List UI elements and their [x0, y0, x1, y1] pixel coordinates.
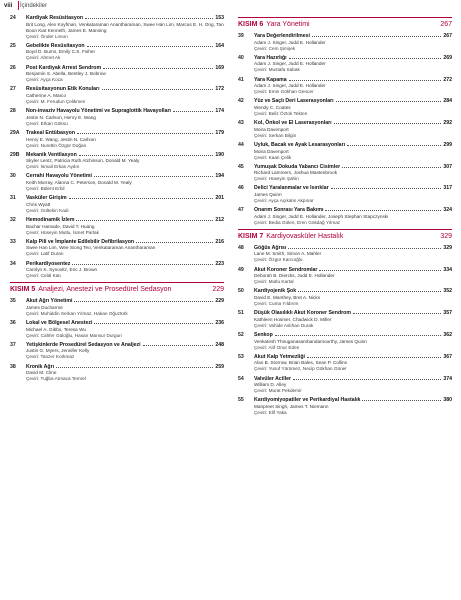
toc-entry-line — [238, 244, 452, 252]
chapter-authors: William D. Alley — [254, 382, 287, 388]
page-header — [0, 0, 461, 12]
dot-leader — [72, 260, 213, 265]
dot-leader — [362, 396, 441, 401]
dot-leader — [288, 244, 441, 249]
dot-leader — [87, 42, 214, 47]
running-header-title: İçindekiler — [20, 3, 48, 9]
chapter-page: 284 — [443, 98, 452, 105]
chapter-page: 223 — [215, 260, 224, 267]
chapter-translator: Çeviri: Tuğba Atmaca Temrel — [26, 376, 86, 382]
chapter-translator: Çeviri: Hüseyin Mutlu, İsmet Parlak — [26, 229, 99, 235]
chapter-authors: Adam J. Singer, Judd E. Hollander — [254, 83, 326, 89]
chapter-page: 190 — [215, 151, 224, 158]
chapter-translator: Çeviri: Cahfer Güloğlu, Hasan Mansur Durgun — [26, 332, 122, 338]
chapter-translator: Çeviri: Yusuf Yürümez, Necip Gökhan Güner — [254, 366, 347, 372]
chapter-number: 54 — [238, 375, 244, 382]
chapter-number: 44 — [238, 141, 244, 148]
toc-entry-line — [238, 309, 452, 317]
dot-leader — [289, 76, 442, 81]
toc-entry[interactable] — [10, 129, 224, 149]
chapter-title: Senkop — [254, 331, 273, 338]
dot-leader — [312, 32, 441, 37]
chapter-title: Yetişkinlerde Prosedürel Sedasyon ve Analjezi — [26, 341, 141, 348]
chapter-number: 38 — [10, 363, 16, 370]
chapter-number: 39 — [238, 33, 244, 39]
toc-entry-line — [10, 172, 224, 180]
chapter-title: Akut Ağrı Yönetimi — [26, 298, 73, 305]
chapter-page: 272 — [443, 76, 452, 83]
dot-leader — [293, 375, 441, 380]
chapter-page: 352 — [443, 288, 452, 295]
chapter-title: Non-invaziv Havayolu Yönetimi ve Supraglottik Havayolları — [26, 108, 171, 115]
toc-entry[interactable] — [238, 309, 452, 329]
toc-entry[interactable] — [238, 353, 452, 373]
toc-entry-line — [238, 54, 452, 62]
toc-entry-line — [10, 194, 224, 202]
chapter-translator: Çeviri: Kaan Çelik — [254, 154, 292, 160]
chapter-number: 52 — [238, 331, 244, 338]
chapter-title: Yara Hazırlığı — [254, 54, 287, 61]
chapter-page: 269 — [443, 54, 452, 61]
chapter-page: 259 — [215, 363, 224, 370]
chapter-page: 367 — [443, 353, 452, 360]
chapter-number: 26 — [10, 64, 16, 71]
chapter-page: 267 — [443, 33, 452, 39]
chapter-authors: Carolyn K. Synovitz, Eric J. Brown — [26, 267, 98, 273]
dot-leader — [353, 309, 441, 314]
chapter-title: Post Kardiyak Arrest Sendrom — [26, 64, 102, 71]
chapter-title: Yara Değerlendirilmesi — [254, 33, 310, 39]
chapter-translator: Çeviri: Serkan Bilgin — [254, 132, 297, 138]
chapter-authors: Michael A. Gibbs, Teresa Wu — [26, 326, 87, 332]
toc-entry[interactable] — [238, 97, 452, 117]
toc-entry[interactable] — [10, 172, 224, 192]
toc-entry-line — [238, 375, 452, 383]
toc-entry-line — [10, 363, 224, 371]
chapter-authors: David E. Manthey, Bret A. Nicks — [254, 295, 321, 300]
chapter-page: 374 — [443, 375, 452, 382]
part-title: Yara Yönetimi — [266, 21, 310, 28]
chapter-title: Gebelikte Resüsitasyon — [26, 42, 85, 49]
chapter-number: 37 — [10, 341, 16, 348]
chapter-title: Lokal ve Bölgesel Anestezi — [26, 319, 93, 326]
chapter-authors: Deborah B. Diercks, Judd E. Hollander — [254, 273, 335, 279]
chapter-number: 36 — [10, 319, 16, 326]
chapter-translator: Çeviri: Beliz Öztok Tekten — [254, 110, 308, 116]
chapter-authors: Kathleen Hosmer, Chadwick D. Miller — [254, 316, 332, 322]
toc-entry-line — [10, 341, 224, 349]
chapter-translator: Çeviri: Arif Onur Eden — [254, 344, 300, 350]
chapter-title: Delici Yaralanmalar ve Isırıklar — [254, 185, 329, 192]
toc-entry[interactable] — [10, 151, 224, 171]
toc-entry-line — [238, 287, 452, 295]
toc-entry[interactable] — [10, 107, 224, 127]
chapter-page: 292 — [443, 120, 452, 127]
chapter-title: Uyluk, Bacak ve Ayak Lesarasyonları — [254, 141, 346, 148]
toc-entry-line — [238, 141, 452, 149]
chapter-number: 28 — [10, 108, 16, 115]
toc-entry[interactable] — [238, 266, 452, 286]
chapter-number: 33 — [10, 238, 16, 245]
chapter-translator: Çeviri: Cem Şimşek — [254, 45, 296, 51]
chapter-page: 317 — [443, 185, 452, 192]
chapter-translator: Çeviri: Vahide Aslıhan Durak — [254, 322, 314, 328]
chapter-translator: Çeviri: M. Ferudun Çelikmen — [26, 98, 86, 104]
toc-entry[interactable] — [238, 375, 452, 395]
toc-entry[interactable] — [10, 341, 224, 361]
toc-entry[interactable] — [10, 238, 224, 258]
chapter-translator: Çeviri: Celal Katı — [26, 273, 61, 279]
page-number: viii — [4, 3, 13, 9]
part-page: 329 — [440, 232, 452, 240]
chapter-page: 236 — [215, 319, 224, 326]
dot-leader — [336, 97, 442, 102]
part-title: Kardiyovasküler Hastalık — [266, 232, 344, 240]
toc-entry[interactable] — [238, 244, 452, 264]
toc-entry-line — [238, 76, 452, 84]
toc-entry-line — [10, 297, 224, 305]
part-number: KISIM 7 — [238, 232, 264, 240]
chapter-number: 29A — [10, 129, 20, 136]
chapter-number: 43 — [238, 120, 244, 127]
dot-leader — [69, 194, 214, 199]
chapter-translator: Çeviri: Önder Limon — [26, 33, 68, 39]
toc-entry-line — [238, 163, 452, 171]
toc-entry[interactable] — [238, 119, 452, 139]
part-heading — [238, 229, 452, 241]
chapter-number: 50 — [238, 288, 244, 295]
chapter-translator: Çeviri: Ayça Koca — [26, 77, 63, 83]
toc-entry-line — [238, 184, 452, 192]
dot-leader — [307, 353, 441, 358]
chapter-title: Vasküler Girişim — [26, 195, 67, 202]
toc-entry[interactable] — [10, 64, 224, 84]
chapter-page: 334 — [443, 266, 452, 273]
chapter-title: Trakeal Entübasyon — [26, 129, 76, 136]
toc-entry-line — [10, 238, 224, 246]
toc-entry[interactable] — [238, 287, 452, 307]
chapter-number: 46 — [238, 185, 244, 192]
chapter-title: Mekanik Ventilasyon — [26, 151, 77, 158]
part-page: 267 — [440, 21, 452, 28]
chapter-number: 51 — [238, 310, 244, 317]
dot-leader — [319, 266, 441, 271]
chapter-authors: Benjamin S. Abella, Bentley J. Bobrow — [26, 71, 106, 77]
chapter-translator: Çeviri: Ayça Açıkalın Akpınar — [254, 198, 314, 204]
chapter-number: 47 — [238, 207, 244, 214]
chapter-title: Akut Kalp Yetmezliği — [254, 353, 305, 360]
chapter-title: Kronik Ağrı — [26, 363, 55, 370]
chapter-number: 24 — [10, 15, 16, 21]
dot-leader — [342, 163, 441, 168]
toc-entry[interactable] — [238, 331, 452, 351]
chapter-translator: Çeviri: Erkan Göksu — [26, 120, 68, 126]
chapter-page: 172 — [215, 86, 224, 93]
chapter-translator: Çeviri: Murat Pekdemir — [254, 388, 302, 394]
toc-entry-line — [10, 64, 224, 72]
part-heading — [10, 282, 224, 294]
chapter-title: Resüsitasyonun Etik Konuları — [26, 86, 100, 93]
chapter-translator: Çeviri: Ahmet Ak — [26, 55, 61, 61]
chapter-page: 307 — [443, 163, 452, 170]
part-page: 229 — [212, 286, 224, 294]
part-number: KISIM 5 — [10, 286, 36, 294]
chapter-authors: James Quinn — [254, 192, 282, 198]
dot-leader — [334, 119, 442, 124]
chapter-authors: Adam J. Singer, Judd E. Hollander — [254, 39, 326, 45]
toc-entry[interactable] — [238, 206, 452, 226]
dot-leader — [136, 238, 213, 243]
chapter-authors: Moira Davenport — [254, 148, 289, 154]
dot-leader — [85, 14, 213, 19]
dot-leader — [298, 287, 441, 292]
chapter-authors: Adam J. Singer, Judd E. Hollander, Joseph Stephan Stapczynski — [254, 213, 389, 219]
chapter-title: Kardiyomiyopatiler ve Perikardiyal Hastalık — [254, 397, 361, 404]
toc-entry[interactable] — [10, 319, 224, 339]
chapter-translator: Çeviri: Latif Duran — [26, 251, 64, 257]
chapter-number: 34 — [10, 260, 16, 267]
toc-left-column — [10, 14, 224, 384]
dot-leader — [275, 331, 442, 336]
chapter-translator: Çeviri: Gültekin Kadı — [26, 207, 69, 213]
chapter-page: 174 — [215, 108, 224, 115]
chapter-number: 53 — [238, 353, 244, 360]
chapter-number: 49 — [238, 266, 244, 273]
toc-entry-line — [10, 42, 224, 50]
chapter-page: 324 — [443, 207, 452, 214]
part-number: KISIM 6 — [238, 21, 264, 28]
toc-entry-line — [10, 107, 224, 115]
chapter-number: 35 — [10, 298, 16, 305]
toc-entry[interactable] — [238, 184, 452, 204]
chapter-authors: Catherine A. Marco — [26, 92, 67, 98]
dot-leader — [289, 54, 442, 59]
chapter-title: Akut Koroner Sendromlar — [254, 266, 318, 273]
toc-entry[interactable] — [238, 141, 452, 161]
chapter-translator: Çeviri: Elif Yaka — [254, 409, 287, 415]
chapter-translator: Çeviri: Tanzer Korkmaz — [26, 354, 75, 360]
chapter-number: 40 — [238, 54, 244, 61]
chapter-title: Perikardiyosentez — [26, 260, 71, 267]
chapter-title: Yüz ve Saçlı Deri Laserasyonları — [254, 98, 334, 105]
chapter-translator: Çeviri: Hüseyin Şahin — [254, 176, 299, 182]
chapter-number: 55 — [238, 397, 244, 404]
chapter-authors: Boyd D. Burns, Emily C.S. Fisher — [26, 49, 96, 55]
part-heading — [238, 17, 452, 29]
toc-entry[interactable] — [10, 260, 224, 280]
chapter-authors: Skyler Lentz, Patricia Ruth Atchinson, Donald M. Yealy — [26, 158, 140, 164]
chapter-page: 179 — [215, 129, 224, 136]
chapter-number: 27 — [10, 86, 16, 93]
toc-entry-line — [238, 97, 452, 105]
chapter-number: 42 — [238, 98, 244, 105]
chapter-title: Kardiyak Resüsitasyon — [26, 15, 84, 21]
chapter-page: 299 — [443, 141, 452, 148]
chapter-title: Kalp Pili ve İmplante Edilebilir Defibrilasyon — [26, 238, 135, 245]
dot-leader — [102, 85, 214, 90]
chapter-authors: Bachar Hamade, David T. Huang — [26, 223, 95, 229]
dot-leader — [103, 64, 213, 69]
toc-entry[interactable] — [238, 163, 452, 183]
chapter-authors: Richard Lammers, Joshua Mastenbrook — [254, 170, 338, 176]
toc-entry-line — [10, 319, 224, 327]
part-title: Analjezi, Anestezi ve Prosedürel Sedasyon — [38, 286, 172, 294]
chapter-authors: Swee Han Lim, Wee Siong Teo, Venkataraman Anantharaman — [26, 245, 156, 251]
toc-entry-line — [238, 119, 452, 127]
chapter-authors: Moira Davenport — [254, 126, 289, 132]
dot-leader — [74, 297, 213, 302]
dot-leader — [143, 341, 214, 346]
chapter-page: 194 — [215, 173, 224, 180]
dot-leader — [331, 184, 442, 189]
chapter-translator: Çeviri: Özgür Karcıoğlu — [254, 257, 303, 263]
dot-leader — [77, 129, 213, 134]
chapter-authors: Manpreet Singh, James T. Niemann — [254, 403, 329, 409]
chapter-authors: Jestin N. Carlson, Henry E. Wang — [26, 114, 96, 120]
chapter-authors: James Ducharme — [26, 304, 63, 310]
chapter-translator: Çeviri: Bülent Erbil — [26, 186, 65, 192]
toc-entry-line — [10, 85, 224, 93]
dot-leader — [325, 206, 441, 211]
chapter-translator: Çeviri: Cuma Yıldırım — [254, 301, 299, 306]
toc-entry[interactable] — [10, 194, 224, 214]
chapter-title: Yara Kapama — [254, 76, 287, 83]
dot-leader — [94, 319, 213, 324]
chapter-translator: Çeviri: İsmail Erkan Aydın — [26, 164, 80, 170]
chapter-page: 153 — [215, 15, 224, 21]
chapter-number: 31 — [10, 195, 16, 202]
chapter-translator: Çeviri: Bedia Gülen, Eren Gökdağ Yılmaz — [254, 219, 341, 225]
chapter-authors: Brit Long, Alex Koyfman, Venkataraman Anantharaman, Swee Han Lim, Marcus E. H. Ong, Tan Boon Kiat Kenneth, James E. Manning — [26, 21, 224, 33]
dot-leader — [173, 107, 213, 112]
toc-entry-line — [10, 129, 224, 137]
toc-entry-line — [238, 396, 452, 404]
chapter-authors: Henry E. Wang, Jestin N. Carlson — [26, 136, 96, 142]
toc-entry[interactable] — [10, 14, 224, 40]
chapter-number: 29B — [10, 151, 20, 158]
chapter-number: 25 — [10, 42, 16, 49]
dot-leader — [76, 216, 213, 221]
chapter-page: 362 — [443, 331, 452, 338]
toc-entry[interactable] — [238, 32, 452, 52]
toc-entry[interactable] — [10, 85, 224, 105]
chapter-title: Cerrahi Havayolu Yönetimi — [26, 173, 92, 180]
toc-entry-line — [10, 260, 224, 268]
toc-entry[interactable] — [10, 216, 224, 236]
chapter-number: 45 — [238, 163, 244, 170]
chapter-translator: Çeviri: Muhiddin Serkan Yılmaz, Hakan Oğuztürk — [26, 310, 128, 316]
chapter-title: Kol, Önkol ve El Laserasyonları — [254, 120, 332, 127]
toc-entry-line — [238, 206, 452, 214]
chapter-title: Göğüs Ağrısı — [254, 244, 287, 251]
dot-leader — [347, 141, 441, 146]
chapter-authors: Wendy C. Coates — [254, 104, 291, 110]
toc-right-column — [238, 14, 452, 418]
chapter-authors: David M. Cline — [26, 370, 57, 376]
toc-entry-line — [238, 353, 452, 361]
chapter-title: Yumuşak Dokuda Yabancı Cisimler — [254, 163, 341, 170]
toc-entry[interactable] — [238, 54, 452, 74]
chapter-number: 48 — [238, 244, 244, 251]
toc-entry[interactable] — [238, 76, 452, 96]
toc-entry-line — [10, 151, 224, 159]
chapter-translator: Çeviri: Mustafa Sabak — [254, 67, 300, 73]
toc-entry-line — [10, 216, 224, 224]
chapter-page: 169 — [215, 64, 224, 71]
chapter-page: 357 — [443, 310, 452, 317]
chapter-page: 380 — [443, 397, 452, 404]
toc-entry[interactable] — [10, 363, 224, 383]
toc-entry-line — [10, 14, 224, 22]
chapter-number: 41 — [238, 76, 244, 83]
chapter-number: 32 — [10, 217, 16, 224]
chapter-page: 248 — [215, 341, 224, 348]
chapter-page: 216 — [215, 238, 224, 245]
toc-entry[interactable] — [238, 396, 452, 416]
chapter-page: 212 — [215, 217, 224, 224]
chapter-authors: Chris Wyatt — [26, 201, 51, 207]
toc-entry-line — [238, 266, 452, 274]
chapter-authors: Keith Murray, Alanna C. Peterson, Donald M. Yealy — [26, 180, 132, 186]
chapter-title: Hemodinamik İzlem — [26, 217, 75, 224]
chapter-title: Düşük Olasılıklı Akut Koroner Sendrom — [254, 310, 351, 317]
chapter-authors: Adam J. Singer, Judd E. Hollander — [254, 61, 326, 67]
chapter-authors: Venkatesh Thiruganasambandamoorthy, James Quinn — [254, 338, 367, 344]
toc-entry-line — [238, 32, 452, 40]
chapter-page: 164 — [215, 42, 224, 49]
chapter-title: Kardiyojenik Şok — [254, 288, 297, 295]
toc-entry[interactable] — [10, 297, 224, 317]
chapter-translator: Çeviri: Mutlu Kartal — [254, 279, 294, 285]
dot-leader — [79, 151, 214, 156]
chapter-translator: Çeviri: Nurettin Özgür Doğan — [26, 142, 87, 148]
toc-entry[interactable] — [10, 42, 224, 62]
chapter-page: 329 — [443, 244, 452, 251]
header-divider — [18, 1, 19, 10]
dot-leader — [94, 172, 213, 177]
chapter-number: 30 — [10, 173, 16, 180]
chapter-page: 229 — [215, 298, 224, 305]
chapter-authors: Lane M. Smith, Simon A. Mahler — [254, 251, 322, 257]
chapter-title: Onarım Sonrası Yara Bakımı — [254, 207, 324, 214]
chapter-translator: Çeviri: Emin Gökhan Gencer — [254, 89, 314, 95]
chapter-authors: Alan B. Storrow, Brian Bales, Sean P. Collins — [254, 360, 347, 366]
dot-leader — [56, 363, 213, 368]
chapter-title: Valvüler Aciller — [254, 375, 292, 382]
chapter-page: 201 — [215, 195, 224, 202]
toc-entry-line — [238, 331, 452, 339]
chapter-authors: Justin G. Myers, Jennifer Kelly — [26, 348, 90, 354]
